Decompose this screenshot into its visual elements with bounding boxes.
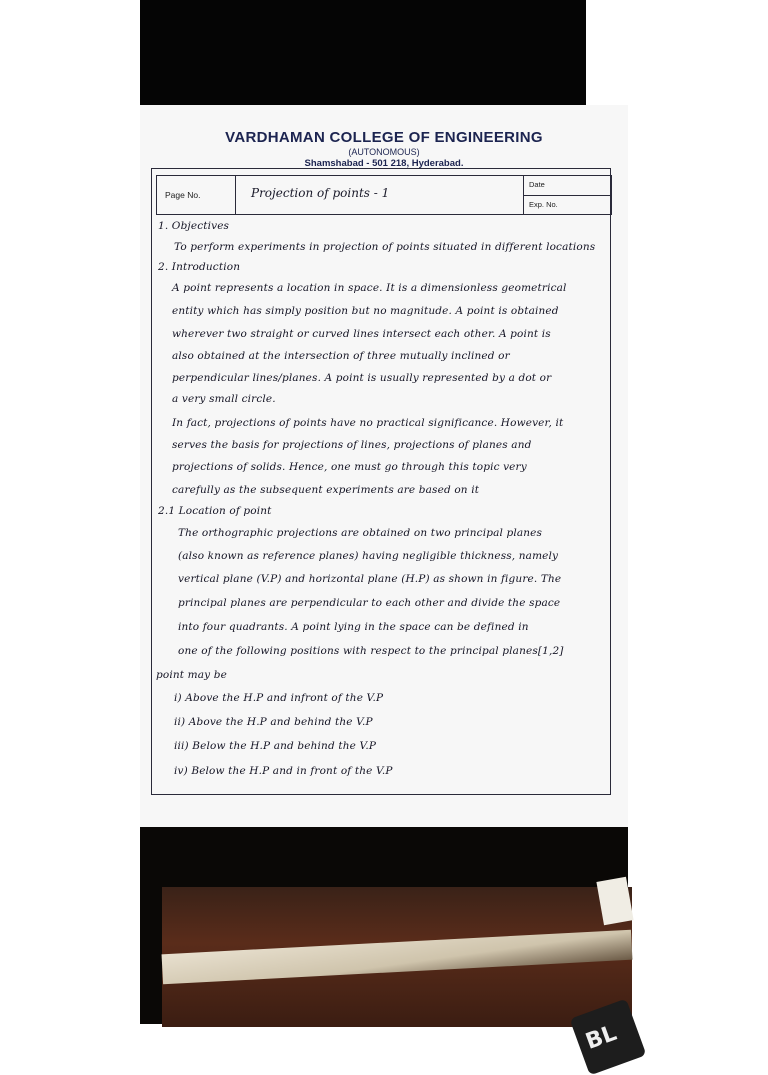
list-item: i) Above the H.P and infront of the V.P [174, 692, 384, 704]
exp-no-label: Exp. No. [529, 200, 558, 209]
divider [523, 195, 611, 196]
body-line: To perform experiments in projection of points situated in different locations [174, 241, 596, 253]
white-fabric-corner [596, 877, 633, 926]
experiment-title: Projection of points - 1 [251, 186, 390, 200]
logo-patch [570, 999, 647, 1075]
document-page [140, 105, 628, 827]
body-line: one of the following positions with respect to the principal planes[1,2] [178, 645, 564, 657]
list-item: iv) Below the H.P and in front of the V.P [174, 765, 393, 777]
body-line: serves the basis for projections of lines, projections of planes and [172, 439, 532, 451]
list-item: ii) Above the H.P and behind the V.P [174, 716, 373, 728]
college-address: Shamshabad - 501 218, Hyderabad. [304, 158, 464, 169]
page-no-label: Page No. [165, 190, 201, 200]
body-line: carefully as the subsequent experiments are based on it [172, 484, 480, 496]
body-line: principal planes are perpendicular to each other and divide the space [178, 597, 561, 609]
college-name: VARDHAMAN COLLEGE OF ENGINEERING [225, 129, 543, 146]
divider [235, 176, 236, 214]
body-line: The orthographic projections are obtained on two principal planes [178, 527, 543, 539]
section-heading: 2. Introduction [158, 261, 241, 273]
black-border-top [140, 0, 586, 105]
page-frame [151, 168, 611, 795]
section-heading: 2.1 Location of point [158, 505, 272, 517]
body-line: perpendicular lines/planes. A point is usually represented by a dot or [172, 372, 552, 384]
autonomous-label: (AUTONOMOUS) [348, 147, 420, 157]
body-line: also obtained at the intersection of three mutually inclined or [172, 350, 510, 362]
date-label: Date [529, 180, 545, 189]
body-line: entity which has simply position but no magnitude. A point is obtained [172, 305, 559, 317]
body-line: a very small circle. [172, 393, 276, 405]
body-line: projections of solids. Hence, one must go through this topic very [172, 461, 527, 473]
record-header [156, 175, 612, 215]
body-line: In fact, projections of points have no practical significance. However, it [172, 417, 564, 429]
fabric-band [162, 930, 633, 985]
body-line: point may be [156, 669, 227, 681]
logo-text: BL [582, 1020, 621, 1055]
black-border-bottom [140, 827, 628, 1055]
section-heading: 1. Objectives [158, 220, 230, 232]
body-line: wherever two straight or curved lines intersect each other. A point is [172, 328, 551, 340]
list-item: iii) Below the H.P and behind the V.P [174, 740, 377, 752]
body-line: vertical plane (V.P) and horizontal plane (H.P) as shown in figure. The [178, 573, 562, 585]
background-photo [162, 887, 632, 1055]
body-line: A point represents a location in space. It is a dimensionless geometrical [172, 282, 567, 294]
body-line: into four quadrants. A point lying in the space can be defined in [178, 621, 529, 633]
body-line: (also known as reference planes) having negligible thickness, namely [178, 550, 559, 562]
